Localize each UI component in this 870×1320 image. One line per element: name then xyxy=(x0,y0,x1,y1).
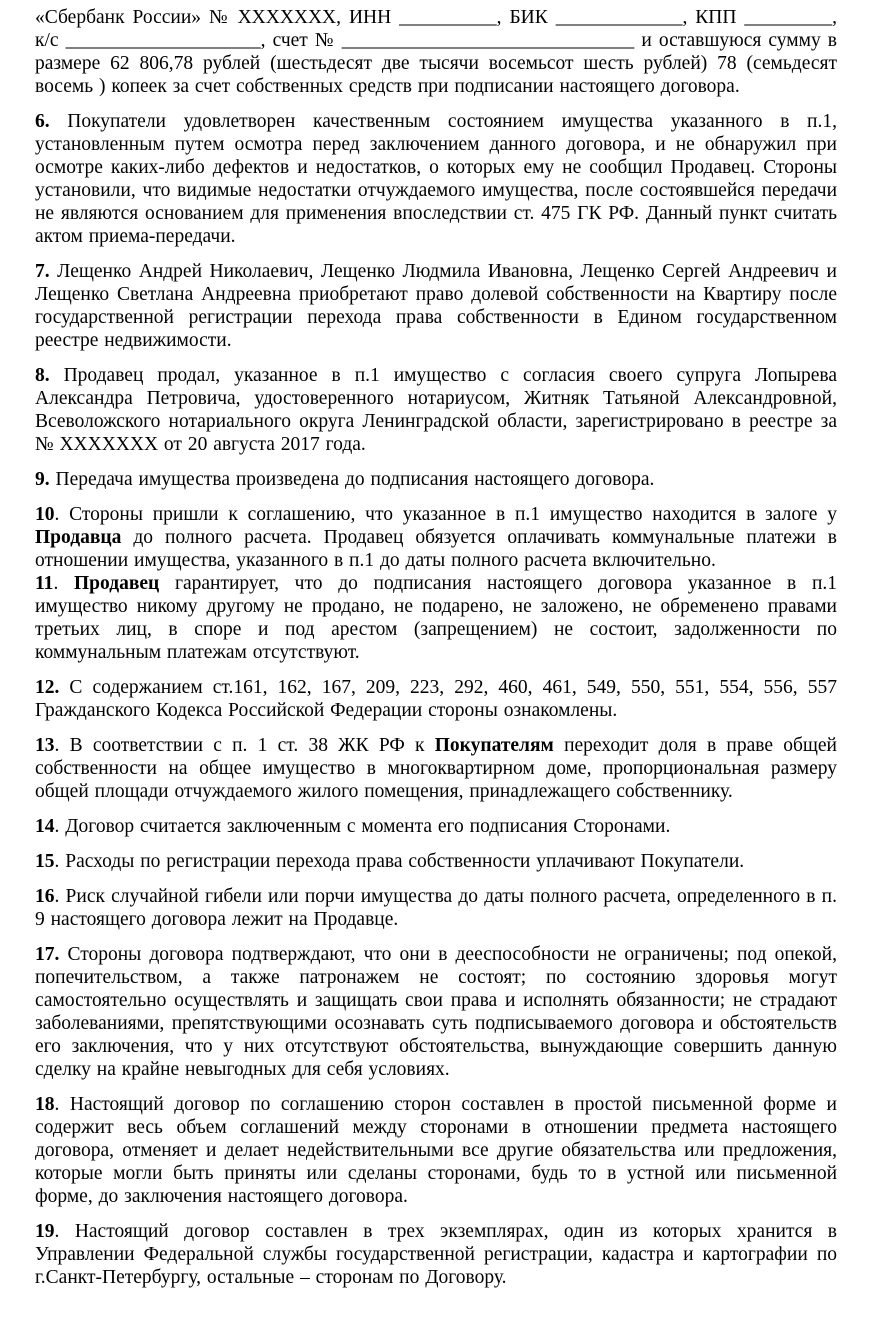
clause-9 xyxy=(35,468,837,491)
clause-8 xyxy=(35,364,837,456)
text-run: переходит доля в праве общей собственности на общее имущество в многоквартирном доме, пропорциональная размеру общей площади отчуждаемого жилого помещения, принадлежащего собственнику. xyxy=(35,735,837,802)
text-run: гарантирует, что до подписания настоящего договора указанное в п.1 имущество никому другому не продано, не подарено, не заложено, не обременено правами третьих лиц, в споре и под арестом (запрещением) не состоит, задолженности по коммунальным платежам отсутствуют. xyxy=(35,573,838,663)
text-run: Продавец продал, указанное в п.1 имущество с согласия своего супруга Лопырева Александра Петровича, удостоверенного нотариусом, Житняк Татьяной Александровной, Всеволожского нотариального округа Ленинградской области, зарегистрировано в реестре за № XXXXXXX от 20 августа 2017 года. xyxy=(35,365,837,455)
text-run: . Договор считается заключенным с момента его подписания Сторонами. xyxy=(54,816,671,837)
bold-text-run: 15 xyxy=(35,851,55,872)
bold-text-run: 17. xyxy=(35,944,60,965)
text-run: «Сбербанк России» № XXXXXXX, ИНН __________, БИК _____________, КПП _________, к/с ____________________, счет № ______________________________ и оставшуюся сумму в размере 62 806,78 рублей (шестьдесят две тысячи восемьсот шесть рублей) 78 (семьдесят восемь ) копеек за счет собственных средств при подписании настоящего договора. xyxy=(35,7,837,97)
clause-11 xyxy=(35,572,837,664)
text-run: . Риск случайной гибели или порчи имущества до даты полного расчета, определенного в п. 9 настоящего договора лежит на Продавце. xyxy=(35,886,837,930)
text-run: . xyxy=(53,573,75,594)
clause-10 xyxy=(35,503,837,572)
bold-text-run: 7. xyxy=(35,261,50,282)
clause-14 xyxy=(35,815,837,838)
clause-13 xyxy=(35,734,837,803)
bold-text-run: 16 xyxy=(35,886,55,907)
clause-7 xyxy=(35,260,837,352)
bold-text-run: Продавец xyxy=(74,573,160,594)
bold-text-run: 12. xyxy=(35,677,60,698)
text-run: . Настоящий договор по соглашению сторон составлен в простой письменной форме и содержит весь объем соглашений между сторонами в отношении предмета настоящего договора, отменяет и делает недействительными все другие обязательства или предложения, которые могли быть приняты или сделаны сторонами, будь то в устной или письменной форме, до заключения настоящего договора. xyxy=(35,1094,837,1207)
text-run: Передача имущества произведена до подписания настоящего договора. xyxy=(49,469,655,490)
text-run: . В соответствии с п. 1 ст. 38 ЖК РФ к xyxy=(54,735,435,756)
bold-text-run: 6. xyxy=(35,111,50,132)
bold-text-run: 8. xyxy=(35,365,50,386)
text-run: . Стороны пришли к соглашению, что указанное в п.1 имущество находится в залоге у xyxy=(54,504,837,525)
bold-text-run: Продавца xyxy=(35,527,122,548)
text-run: . Расходы по регистрации перехода права собственности уплачивают Покупатели. xyxy=(54,851,745,872)
text-run: . Настоящий договор составлен в трех экземплярах, один из которых хранится в Управлении Федеральной службы государственной регистрации, кадастра и картографии по г.Санкт-Петербургу, остальные – сторонам по Договору. xyxy=(35,1221,837,1288)
clause-15 xyxy=(35,850,837,873)
bold-text-run: Покупателям xyxy=(434,735,554,756)
text-run: С содержанием ст.161, 162, 167, 209, 223, 292, 460, 461, 549, 550, 551, 554, 556, 557 Гражданского Кодекса Российской Федерации стороны ознакомлены. xyxy=(35,677,837,721)
clause-18 xyxy=(35,1093,837,1208)
bold-text-run: 10 xyxy=(35,504,55,525)
bold-text-run: 11 xyxy=(35,573,54,594)
bold-text-run: 19 xyxy=(35,1221,55,1242)
clause-6 xyxy=(35,110,837,248)
text-run: Покупатели удовлетворен качественным состоянием имущества указанного в п.1, установленным путем осмотра перед заключением данного договора, и не обнаружил при осмотре каких-либо дефектов и недостатков, о которых ему не сообщил Продавец. Стороны установили, что видимые недостатки отчуждаемого имущества, после состоявшейся передачи не являются основанием для применения впоследствии ст. 475 ГК РФ. Данный пункт считать актом приема-передачи. xyxy=(35,111,837,247)
text-run: Стороны договора подтверждают, что они в дееспособности не ограничены; под опекой, попечительством, а также патронажем не состоят; по состоянию здоровья могут самостоятельно осуществлять и защищать свои права и исполнять обязанности; не страдают заболеваниями, препятствующими осознавать суть подписываемого договора и обстоятельств его заключения, что у них отсутствуют обстоятельства, вынуждающие совершить данную сделку на крайне невыгодных для себя условиях. xyxy=(35,944,837,1080)
bold-text-run: 18 xyxy=(35,1094,55,1115)
intro-continuation xyxy=(35,6,837,98)
clause-12 xyxy=(35,676,837,722)
text-run: до полного расчета. Продавец обязуется оплачивать коммунальные платежи в отношении имущества, указанного в п.1 до даты полного расчета включительно. xyxy=(35,527,837,571)
clause-16 xyxy=(35,885,837,931)
clause-19 xyxy=(35,1220,837,1289)
document-body xyxy=(35,6,837,1289)
bold-text-run: 13 xyxy=(35,735,55,756)
clause-17 xyxy=(35,943,837,1081)
bold-text-run: 9. xyxy=(35,469,50,490)
text-run: Лещенко Андрей Николаевич, Лещенко Людмила Ивановна, Лещенко Сергей Андреевич и Лещенко Светлана Андреевна приобретают право долевой собственности на Квартиру после государственной регистрации перехода права собственности в Едином государственном реестре недвижимости. xyxy=(35,261,837,351)
bold-text-run: 14 xyxy=(35,816,55,837)
